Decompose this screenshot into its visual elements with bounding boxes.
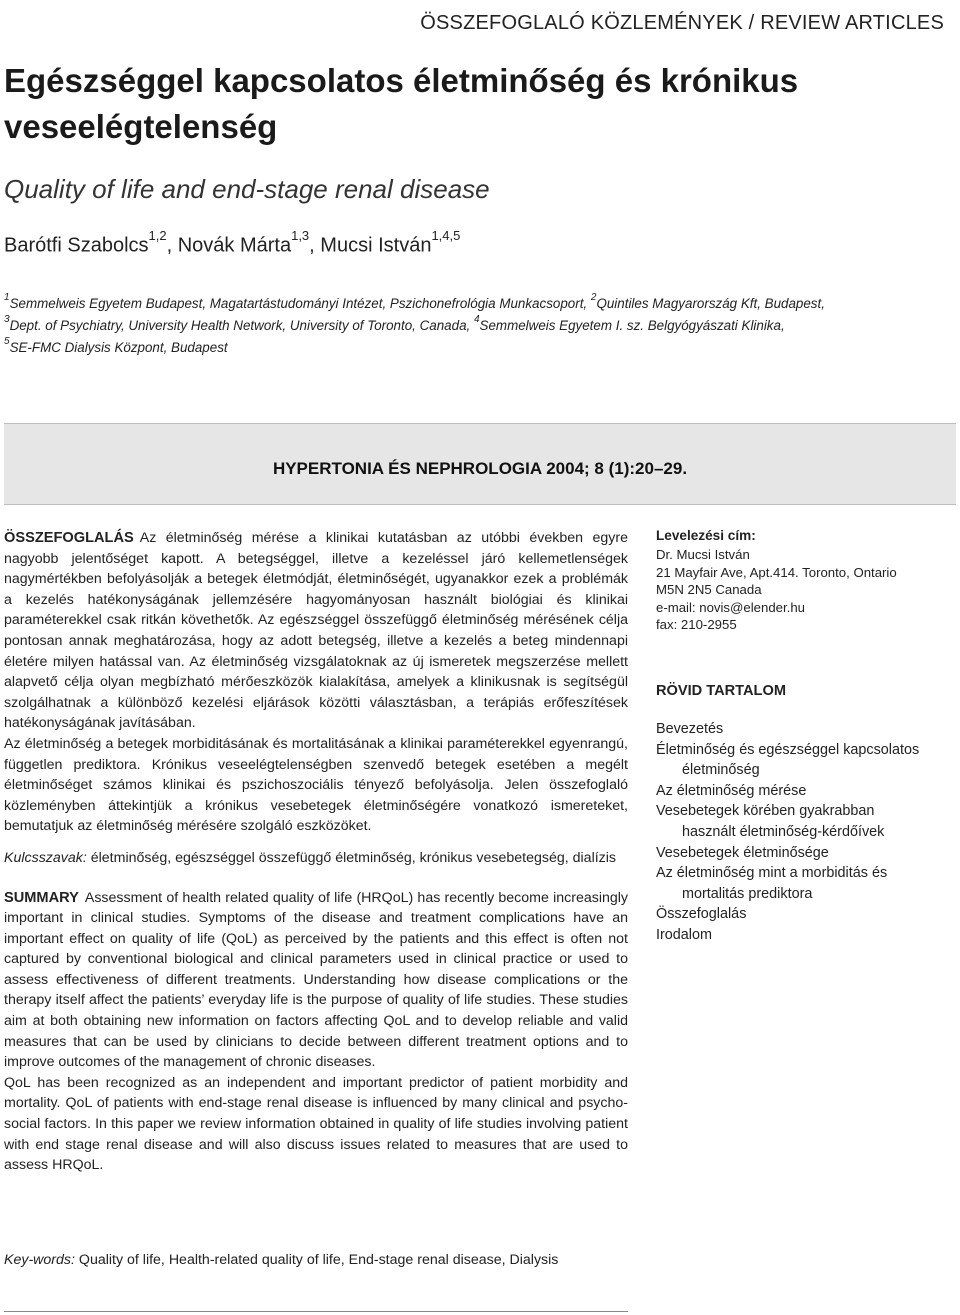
affiliation-num: 4 (473, 314, 480, 325)
affiliation-line (4, 337, 934, 359)
affiliation-text: Dept. of Psychiatry, University Health Network, University of Toronto, Canada, (9, 318, 471, 333)
author-name: Novák Márta (177, 234, 292, 257)
article-title: Egészséggel kapcsolatos életminőség és krónikus veseelégtelenség (4, 62, 799, 145)
toc-item: Az életminőség mint a morbiditás és (656, 865, 888, 882)
correspondence-fax: fax: 210-2955 (656, 617, 737, 633)
footer-divider (4, 1311, 628, 1312)
affiliation-text: SE-FMC Dialysis Központ, Budapest (9, 340, 228, 355)
section-label: ÖSSZEFOGLALÓ KÖZLEMÉNYEK / REVIEW ARTICLES (420, 12, 944, 34)
affiliation-num: 5 (4, 336, 10, 347)
toc-title: RÖVID TARTALOM (656, 682, 786, 699)
citation-band (4, 423, 956, 505)
keywords-en-label: Key-words: (4, 1252, 75, 1268)
abstract-hu-text: Az életminőség mérése a klinikai kutatásban az utóbbi években egyre nagyobb jelentőséget kapott. A betegséggel, illetve a kezeléssel járó kellemetlenségek nagymértékben befolyásolják a betegek életmódját, életminőségét, ugyanakkor ezek a problémák a kezelés hatékonyságának jellemzésére hagyományosan használt biológiai és klinikai paraméterekkel csak ritkán követhetők. Az egészséggel összefüggő életminőség mérésének célja pontosan annak meghatározása, hogy az adott betegség, illetve a kezelés a beteg mindennapi életére milyen hatással van. Az életminőség vizsgálatoknak az új ismeretek megszerzése mellett alapvető célja olyan megbízható mérőeszközök kialakítása, amelyek a klinikusnak is segítségül szolgálhatnak a különböző kezelési eljárások közötti választásban, a terápiás erőfeszítések hatékonyságának javításában. (4, 530, 628, 732)
keywords-en-text: Quality of life, Health-related quality of life, End-stage renal disease, Dialysis (78, 1252, 559, 1268)
author-list: Barótfi Szabolcs$^{1,2}$, Novák Márta$^{1,3}$, Mucsi István$^{1,4,5}$ (4, 228, 461, 257)
affiliations (4, 293, 934, 359)
abstract-en-paragraph (4, 888, 628, 1073)
affiliation-line (4, 315, 934, 337)
citation-text: HYPERTONIA ÉS NEPHROLOGIA 2004; 8 (1):20–29. (272, 459, 688, 478)
toc-item-continuation: mortalitás prediktora (682, 885, 813, 902)
keywords-hu (4, 848, 628, 869)
abstract-en-heading: SUMMARY (4, 889, 79, 906)
affiliation-num: 2 (590, 292, 597, 303)
toc-item: Bevezetés (656, 720, 724, 737)
affiliation-line (4, 293, 934, 315)
affiliation-text: Quintiles Magyarország Kft, Budapest, (596, 296, 825, 311)
toc-item: Összefoglalás (656, 906, 747, 923)
affiliation-num: 1 (4, 292, 10, 303)
correspondence-postal: M5N 2N5 Canada (656, 582, 762, 598)
abstract-en-paragraph-2: QoL has been recognized as an independent and important predictor of patient morbidity and mortality. QoL of patients with end-stage renal disease is influenced by many clinical and psycho-social factors. In this paper we review information obtained in quality of life studies involving patient with end stage renal disease and will also discuss issues related to measures that are used to assess HRQoL. (4, 1074, 628, 1174)
article-subtitle: Quality of life and end-stage renal disease (4, 174, 490, 204)
abstract-hu-paragraph-2: Az életminőség a betegek morbiditásának és mortalitásának a klinikai paraméterekkel egyenrangú, független prediktora. Krónikus veseelégtelenségben szenvedő betegek esetében a megélt életminőséget számos klinikai és pszichoszociális tényező befolyásolja. Jelen összefoglaló közleményben áttekintjük a krónikus vesebetegek életminőségére vonatkozó ismereteket, bemutatjuk az életminőség mérésére szolgáló eszközöket. (4, 735, 628, 835)
toc-item-continuation: életminőség (682, 762, 760, 779)
sidebar (656, 528, 946, 946)
main-column (4, 528, 628, 1176)
author-affiliation-sup: 1,2 (148, 228, 167, 243)
toc-item: Vesebetegek életminősége (656, 844, 829, 861)
toc-item: Életminőség és egészséggel kapcsolatos (656, 741, 920, 758)
abstract-hu-heading: ÖSSZEFOGLALÁS (4, 530, 134, 546)
correspondence-title: Levelezési cím: (656, 528, 756, 543)
affiliation-text: Semmelweis Egyetem I. sz. Belgyógyászati Klinika, (479, 318, 785, 333)
keywords-hu-label: Kulcsszavak: (4, 849, 87, 866)
affiliation-num: 3 (4, 314, 10, 325)
keywords-en (4, 1252, 558, 1268)
author-name: Barótfi Szabolcs (4, 234, 149, 257)
table-of-contents (656, 719, 946, 946)
author-name: Mucsi István (320, 234, 432, 257)
affiliation-text: Semmelweis Egyetem Budapest, Magatartástudományi Intézet, Pszichonefrológia Munkacsoport, (9, 296, 588, 311)
toc-item: Az életminőség mérése (656, 782, 807, 799)
keywords-hu-text: életminőség, egészséggel összefüggő életminőség, krónikus vesebetegség, dialízis (90, 849, 616, 866)
abstract-hu-paragraph (4, 528, 628, 734)
abstract-en-text: Assessment of health related quality of life (HRQoL) has recently become increasingly important in clinical studies. Symptoms of the disease and treatment complications have an important effect on quality of life (QoL) as perceived by the patients and this effect is often not captured by conventional biological and clinical parameters used in clinical practice or used to assess effectiveness of different treatments. Understanding how disease complications or the therapy itself affect the patients’ everyday life is the purpose of quality of life studies. These studies aim at both obtaining new information on factors affecting QoL and to develop reliable and valid measures that can be used by clinicians to decide between different treatment options and to improve outcomes of the management of chronic diseases. (4, 889, 628, 1071)
correspondence-email: e-mail: novis@elender.hu (656, 599, 806, 615)
author-affiliation-sup: 1,3 (291, 228, 310, 243)
correspondence-address: 21 Mayfair Ave, Apt.414. Toronto, Ontario (656, 564, 897, 580)
toc-item-continuation: használt életminőség-kérdőívek (682, 823, 885, 840)
correspondence-name: Dr. Mucsi István (656, 547, 750, 562)
toc-item: Vesebetegek körében gyakrabban (656, 803, 875, 820)
toc-item: Irodalom (656, 926, 712, 943)
author-affiliation-sup: 1,4,5 (431, 228, 461, 243)
